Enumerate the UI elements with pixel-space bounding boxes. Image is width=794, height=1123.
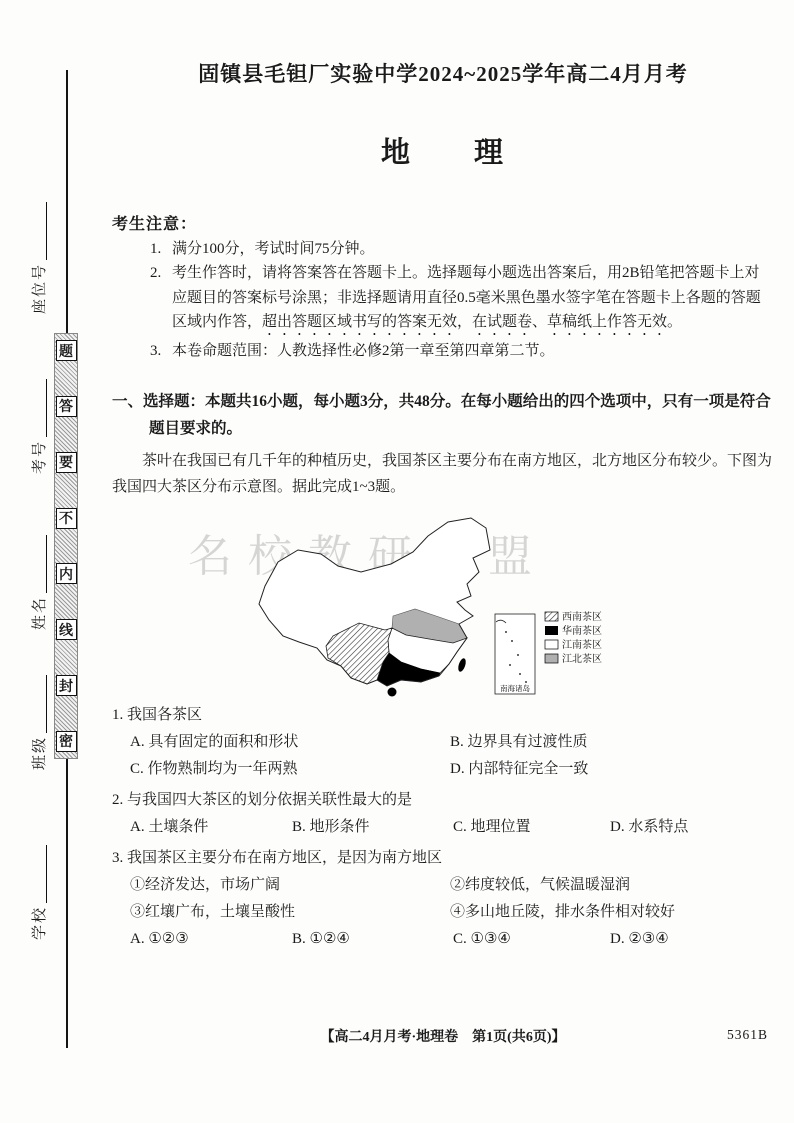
notice-item-text: 本卷命题范围：人教选择性必修2第一章至第四章第二节。 [172,342,555,359]
option-b: B. 边界具有过渡性质 [450,734,588,751]
question-stem: 1. 我国各茶区 [112,707,203,724]
fill-in-blank [35,379,47,437]
section-heading: 一、选择题：本题共16小题，每小题3分，共48分。在每小题给出的四个选项中，只有一项是符合题目要求的。 [112,393,771,437]
notice-item-number: 2. [150,265,162,282]
watermark: 名校教研联盟 [188,532,548,581]
legend-item-huanan [545,624,602,637]
option-c: C. 地理位置 [453,819,531,836]
question-3 [112,845,774,953]
question-2 [112,787,774,841]
inset-label: 南海诸岛 [500,684,530,694]
option-d: D. 水系特点 [610,819,689,836]
seal-char: 封 [56,675,77,696]
seal-char: 线 [56,619,77,640]
notice-item-text: 满分100分，考试时间75分钟。 [172,241,375,257]
legend-label: 江南茶区 [562,640,602,652]
question-subitems [112,872,774,926]
field-seat-number [30,202,50,314]
legend-swatch-black [545,626,558,635]
option-b: B. 地形条件 [292,819,370,836]
page-title: 固镇县毛钽厂实验中学2024~2025学年高二4月月考 [198,62,688,86]
page-footer [112,1026,774,1046]
seal-char: 题 [56,340,77,361]
legend-item-xinan [545,610,602,623]
question-options [112,814,774,841]
notice-item-2 [112,261,774,339]
seal-char: 答 [56,396,77,417]
field-school-label: 学校 [32,905,48,940]
legend-label: 西南茶区 [562,612,602,624]
field-class [30,675,50,770]
subitem-2: ②纬度较低，气候温暖湿润 [450,877,631,894]
notice-item-number: 3. [150,342,162,359]
seal-char: 内 [56,563,77,584]
subitem-3: ③红壤广布，土壤呈酸性 [130,904,296,921]
fill-in-blank [35,845,47,903]
passage: 茶叶在我国已有几千年的种植历史，我国茶区主要分布在南方地区，北方地区分布较少。下图为我国四大茶区分布示意图。据此完成1~3题。 [112,452,773,496]
seal-char: 要 [56,452,77,473]
taiwan-island [457,658,467,673]
option-a: A. 具有固定的面积和形状 [130,734,299,751]
footer-text: 【高二4月月考·地理卷 第1页(共6页)】 [320,1030,566,1045]
field-class-label: 班级 [32,735,48,770]
notice-item-1 [112,237,774,261]
fill-in-blank [35,535,47,593]
fill-in-blank [35,202,47,260]
notice-item-3 [112,339,774,363]
legend-item-jiangbei [545,652,602,665]
question-stem: 3. 我国茶区主要分布在南方地区，是因为南方地区 [112,850,443,867]
paper-code: 5361B [726,1027,768,1042]
field-name-label: 姓名 [32,595,48,630]
tea-region-map-figure [243,508,643,698]
subject-title: 地 理 [380,137,505,169]
question-options [112,729,774,783]
notice-item-emphasized-text: 超出答题区域书写的答案无效，在试题卷、草稿纸上作答无效。 [262,313,683,330]
seal-char: 不 [56,508,77,529]
field-seat-number-label: 座位号 [32,262,48,314]
examinee-notice-list [112,237,774,363]
examinee-notice-heading: 考生注意： [112,216,198,233]
question-stem: 2. 与我国四大茶区的划分依据关联性最大的是 [112,792,413,809]
field-exam-number [30,379,50,474]
legend-swatch-hatch [545,612,558,621]
legend-swatch-white [545,640,558,649]
seal-char: 密 [56,731,77,752]
legend-swatch-gray [545,654,558,663]
question-options [112,926,774,953]
legend-label: 江北茶区 [562,654,602,666]
south-china-sea-inset [495,614,535,694]
field-school [30,845,50,940]
option-a: A. 土壤条件 [130,819,209,836]
option-d: D. 内部特征完全一致 [450,761,589,778]
notice-item-text: 考生作答时，请将答案答在答题卡上。选择题每小题选出答案后，用2B铅笔把答题卡上对应题目的答案标号涂黑；非选择题请用直径0.5毫米黑色墨水签字笔在答题卡上各题的答题区域内作答， [172,265,761,330]
option-b: B. ①②④ [292,931,350,948]
exam-page [112,58,774,953]
china-map [243,508,643,698]
map-legend [545,610,602,665]
subitem-4: ④多山地丘陵，排水条件相对较好 [450,904,676,921]
option-c: C. ①③④ [453,931,511,948]
question-1 [112,702,774,783]
hainan-island [388,688,397,697]
field-exam-number-label: 考号 [32,439,48,474]
field-name [30,535,50,630]
option-c: C. 作物熟制均为一年两熟 [130,761,298,778]
fill-in-blank [35,675,47,733]
subitem-1: ①经济发达，市场广阔 [130,877,281,894]
legend-item-jiangnan [545,638,602,651]
seal-strip [54,333,78,759]
notice-item-number: 1. [150,241,162,257]
option-d: D. ②③④ [610,931,669,948]
legend-label: 华南茶区 [562,626,602,638]
option-a: A. ①②③ [130,931,189,948]
